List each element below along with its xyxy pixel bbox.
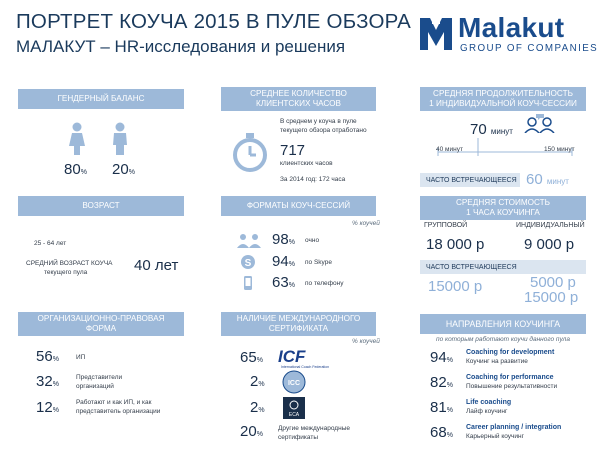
direction-4-value: 68%: [430, 424, 453, 441]
cost-common-strip: ЧАСТО ВСТРЕЧАЮЩЕЕСЯ: [420, 260, 586, 274]
gender-header: ГЕНДЕРНЫЙ БАЛАНС: [18, 89, 184, 109]
format-item-2-value: 94%: [272, 253, 295, 270]
cert-item-2-value: 2%: [250, 373, 265, 390]
icf-logo-sub: International Coach Federation: [281, 365, 330, 369]
cost-individual-value: 9 000 р: [524, 236, 575, 253]
format-item-3-value: 63%: [272, 274, 295, 291]
phone-icon: [240, 275, 256, 291]
icc-logo-icon: [282, 370, 306, 394]
logo-subtitle: GROUP OF COMPANIES: [460, 43, 599, 54]
duration-min: 40 минут: [436, 146, 463, 153]
cost-group-label: ГРУППОВОЙ: [424, 222, 468, 229]
male-icon: [112, 122, 128, 156]
stopwatch-icon: [232, 133, 268, 173]
duration-max: 150 минут: [544, 146, 575, 153]
hours-desc-1: В среднем у коуча в пуле: [280, 118, 357, 125]
legal-item-3-label-1: Работают и как ИП, и как: [76, 399, 152, 406]
legal-item-3-label-2: представитель организации: [76, 408, 161, 415]
legal-item-3-value: 12%: [36, 399, 59, 416]
format-item-1-label: очно: [305, 237, 320, 244]
direction-2-value: 82%: [430, 374, 453, 391]
hours-value-label: клиентских часов: [280, 160, 333, 167]
legal-item-1-label: ИП: [76, 354, 86, 361]
hours-desc-2: текущего обзора отработано: [280, 127, 367, 134]
svg-text:S: S: [244, 258, 252, 269]
legal-item-2-label-2: организаций: [76, 383, 114, 390]
in-person-icon: [236, 232, 262, 248]
direction-3-ru: Лайф коучинг: [466, 408, 508, 415]
duration-common-strip: ЧАСТО ВСТРЕЧАЮЩЕЕСЯ: [420, 173, 520, 187]
legal-item-2-value: 32%: [36, 373, 59, 390]
formats-note: % коучей: [352, 220, 380, 227]
duration-header: СРЕДНЯЯ ПРОДОЛЖИТЕЛЬНОСТЬ 1 ИНДИВИДУАЛЬНОЙ КОУЧ-СЕССИИ: [420, 87, 586, 111]
cert-item-1-value: 65%: [240, 349, 263, 366]
eca-logo-icon: [283, 397, 305, 419]
female-icon: [68, 122, 86, 156]
people-talk-icon: [522, 113, 556, 133]
direction-3-name: Life coaching: [466, 399, 512, 406]
certs-note: % коучей: [352, 338, 380, 345]
age-avg-value: 40 лет: [134, 257, 179, 274]
hours-year-note: За 2014 год: 172 часа: [280, 176, 346, 183]
format-item-3-label: по телефону: [305, 280, 344, 287]
direction-1-name: Coaching for development: [466, 349, 555, 356]
cost-individual-common-2: 15000 р: [524, 289, 579, 306]
cost-group-common: 15000 р: [428, 278, 483, 295]
direction-1-value: 94%: [430, 349, 453, 366]
format-item-2-label: по Skype: [305, 259, 333, 266]
direction-4-ru: Карьерный коучинг: [466, 433, 525, 440]
directions-header: НАПРАВЛЕНИЯ КОУЧИНГА: [420, 314, 586, 334]
duration-common-value: 60 минут: [526, 171, 569, 188]
direction-4-name: Career planning / integration: [466, 424, 562, 431]
skype-icon: [240, 254, 256, 270]
cert-item-3-value: 2%: [250, 399, 265, 416]
hours-header: СРЕДНЕЕ КОЛИЧЕСТВО КЛИЕНТСКИХ ЧАСОВ: [221, 87, 376, 111]
format-item-1-value: 98%: [272, 231, 295, 248]
page-title: ПОРТРЕТ КОУЧА 2015 В ПУЛЕ ОБЗОРА: [16, 10, 411, 33]
duration-avg: 70 минут: [470, 121, 513, 138]
cost-individual-common-1: 5000 р: [530, 274, 576, 291]
cost-group-value: 18 000 р: [426, 236, 485, 253]
cert-other-label-2: сертификаты: [278, 434, 319, 441]
eca-logo-text: ECA: [288, 412, 300, 418]
page-subtitle: МАЛАКУТ – HR-исследования и решения: [16, 37, 346, 56]
legal-item-2-label-1: Представители: [76, 374, 123, 381]
age-range: 25 - 64 лет: [34, 240, 67, 247]
direction-2-name: Coaching for performance: [466, 374, 554, 381]
legal-item-1-value: 56%: [36, 348, 59, 365]
icf-logo: ICF: [278, 347, 306, 366]
direction-3-value: 81%: [430, 399, 453, 416]
directions-note: по которым работают коучи данного пула: [436, 336, 570, 343]
certs-header: НАЛИЧИЕ МЕЖДУНАРОДНОГО СЕРТИФИКАТА: [221, 312, 376, 336]
age-avg-label-2: текущего пула: [44, 269, 88, 276]
age-header: ВОЗРАСТ: [18, 196, 184, 216]
age-avg-label-1: СРЕДНИЙ ВОЗРАСТ КОУЧА: [26, 260, 113, 267]
female-percent: 80%: [64, 161, 87, 178]
male-percent: 20%: [112, 161, 135, 178]
cost-individual-label: ИНДИВИДУАЛЬНЫЙ: [516, 222, 585, 229]
icc-logo-text: ICC: [287, 380, 301, 387]
cert-item-4-value: 20%: [240, 423, 263, 440]
formats-header: ФОРМАТЫ КОУЧ-СЕССИЙ: [221, 196, 376, 216]
direction-2-ru: Повышение результативности: [466, 383, 558, 390]
malakut-logo-icon: [418, 14, 454, 52]
cert-other-label-1: Другие международные: [278, 425, 350, 432]
hours-value: 717: [280, 142, 306, 159]
cost-header: СРЕДНЯЯ СТОИМОСТЬ 1 ЧАСА КОУЧИНГА: [420, 196, 586, 220]
legal-header: ОРГАНИЗАЦИОННО-ПРАВОВАЯ ФОРМА: [18, 312, 184, 336]
direction-1-ru: Коучинг на развитие: [466, 358, 528, 365]
logo-name: Malakut: [458, 12, 565, 43]
